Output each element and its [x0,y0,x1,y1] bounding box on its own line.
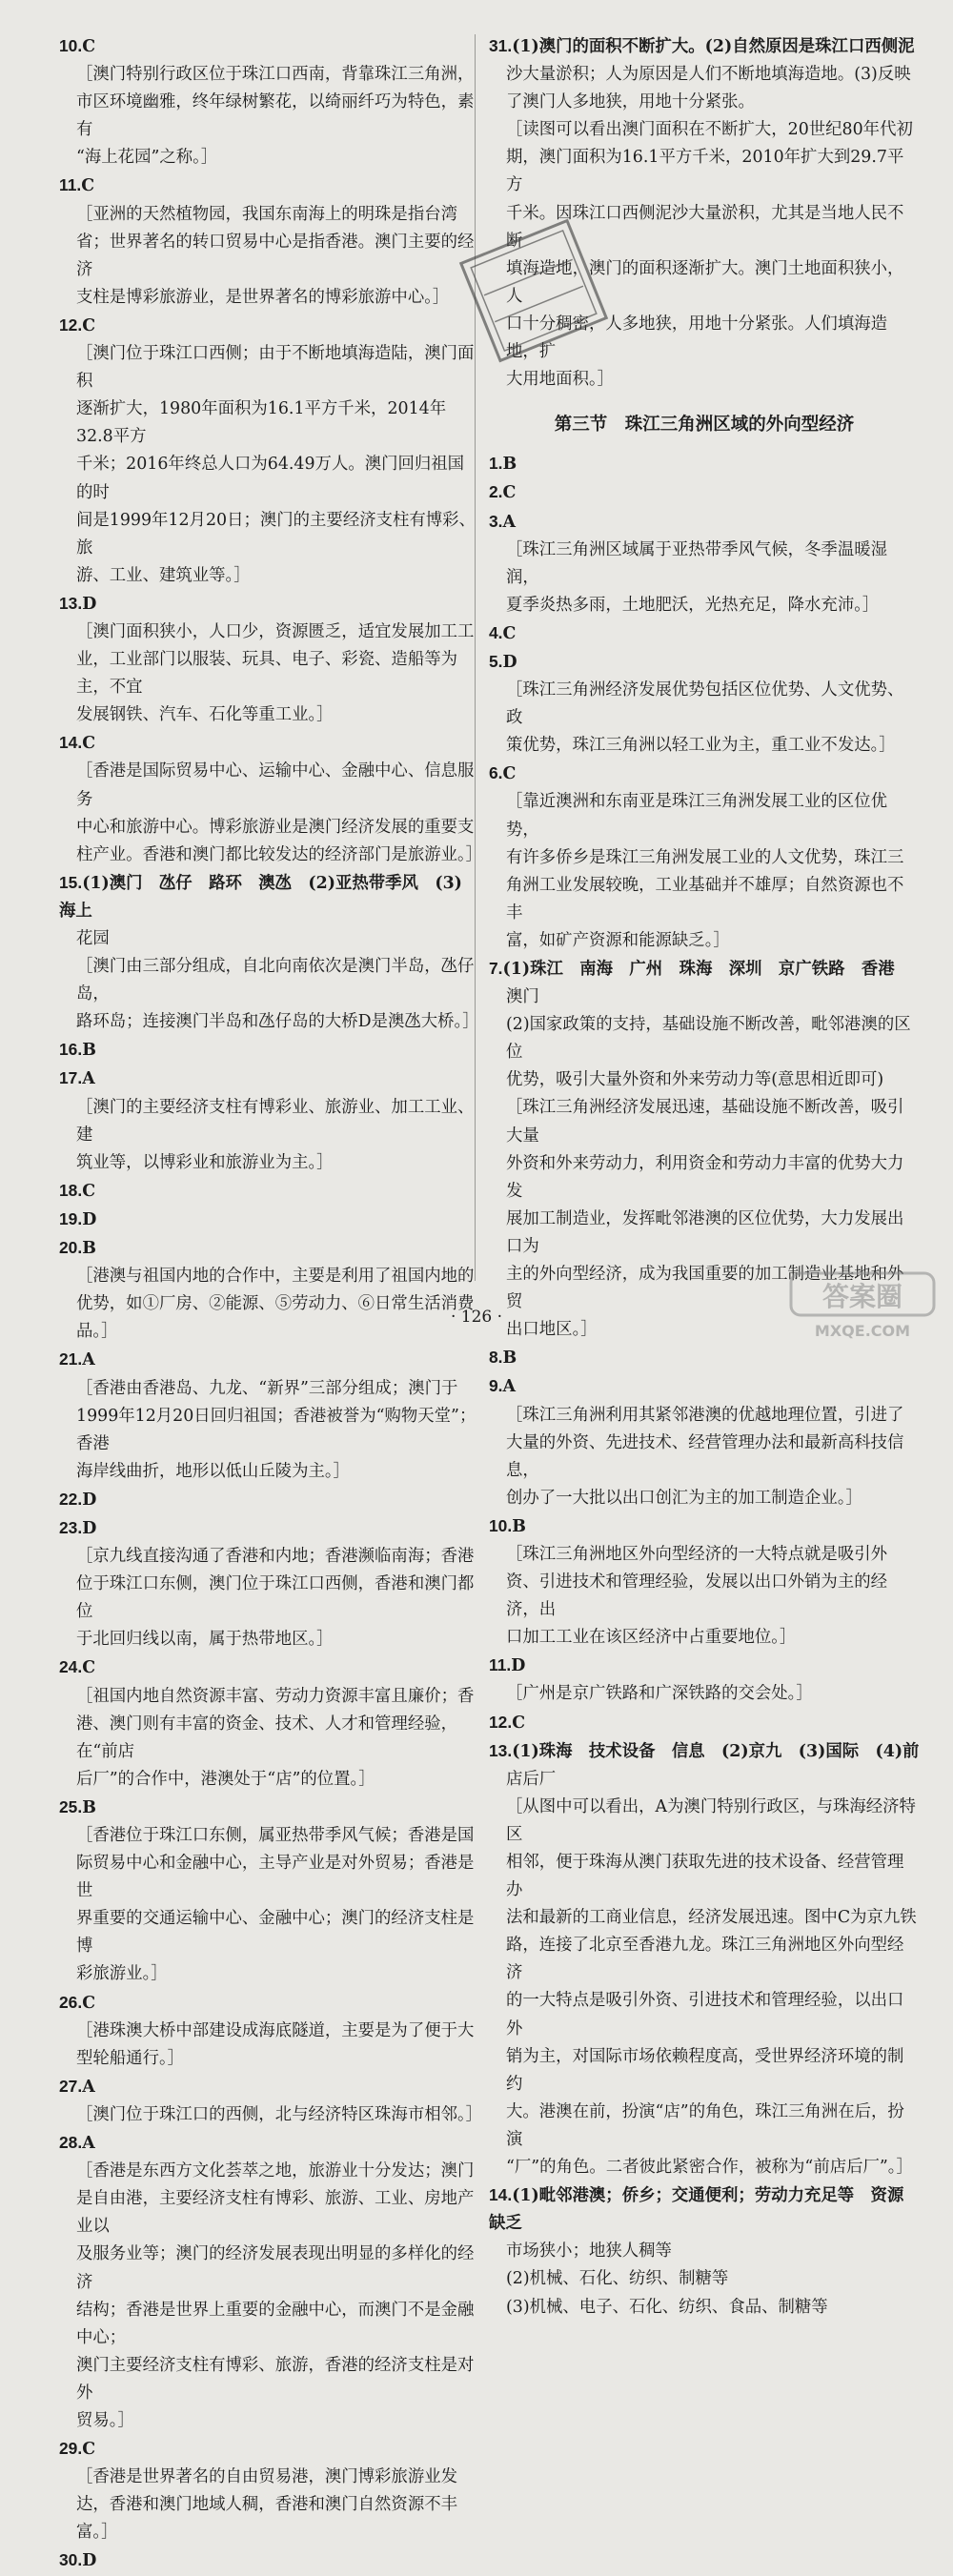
question-number: 7. [489,959,503,978]
question-number: 15. [59,872,83,892]
answer-item [489,619,920,648]
explanation-line: 口十分稠密，人多地狭，用地十分紧张。人们填海造地，扩 [506,314,887,362]
explanation-line: ［京九线直接沟通了香港和内地；香港濒临南海；香港 [76,1547,475,1567]
explanation-line: 路环岛；连接澳门半岛和氹仔岛的大桥D是澳氹大桥。］ [76,1012,479,1032]
explanation-line: 省；世界著名的转口贸易中心是指香港。澳门主要的经济 [76,232,475,279]
answer-item [489,478,920,507]
explanation-line: 港、澳门则有丰富的资金、技术、人才和管理经验，在“前店 [76,1714,457,1761]
answer-item [489,1652,920,1708]
question-number: 3. [489,511,503,531]
answer-choice: C [82,315,96,335]
watermark-logo [787,1268,940,1344]
explanation-line: 逐渐扩大，1980年面积为16.1平方千米，2014年32.8平方 [76,399,447,447]
answer-choice: D [82,1518,97,1538]
answer-choice: B [512,1516,526,1536]
answer-choice: A [502,512,517,532]
answer-choice: D [502,652,517,672]
explanation-line: 筑业等，以博彩业和旅游业为主。］ [76,1152,334,1172]
explanation-line: 策优势，珠江三角洲以轻工业为主，重工业不发达。］ [506,736,896,756]
explanation-line: 1999年12月20日回归祖国；香港被誉为“购物天堂”；香港 [76,1406,476,1453]
question-number: 12. [489,1712,513,1732]
explanation-line: 优势，吸引大量外资和外来劳动力等(意思相近即可) [506,1070,884,1090]
question-number: 22. [59,1489,83,1509]
explanation-line: ［香港是世界著名的自由贸易港，澳门博彩旅游业发 [76,2467,457,2487]
question-number: 9. [489,1376,503,1396]
answer-choice: (1)澳门 氹仔 路环 澳氹 (2)亚热带季风 (3)海上 [59,873,462,921]
explanation-line: 千米；2016年终总人口为64.49万人。澳门回归祖国的时 [76,455,465,502]
question-number: 16. [59,1040,83,1060]
explanation-line: 业，工业部门以服装、玩具、电子、彩瓷、造船等为主，不宜 [76,650,457,698]
explanation-line: 于北回归线以南，属于热带地区。］ [76,1630,334,1650]
explanation-line: 富，如矿产资源和能源缺乏。］ [506,930,730,950]
explanation-line: ［靠近澳洲和东南亚是珠江三角洲发展工业的区位优势， [506,792,887,840]
answer-choice: C [502,483,517,503]
question-number: 27. [59,2076,83,2096]
explanation-line: 界重要的交通运输中心、金融中心；澳门的经济支柱是博 [76,1909,475,1957]
explanation-line: 角洲工业发展较晚，工业基础并不雄厚；自然资源也不丰 [506,875,904,923]
question-number: 4. [489,622,503,642]
explanation-line: 夏季炎热多雨，土地肥沃，光热充足，降水充沛。］ [506,595,880,615]
answer-choice: B [82,1041,96,1061]
explanation-line: 千米。因珠江口西侧泥沙大量淤积，尤其是当地人民不断 [506,203,904,251]
answer-choice: B [82,1239,96,1259]
explanation-line: ［香港是东西方文化荟萃之地，旅游业十分发达；澳门 [76,2161,475,2181]
explanation-line: 柱产业。香港和澳门都比较发达的经济部门是旅游业。］ [76,844,483,864]
question-number: 13. [59,593,83,613]
explanation-line: 出口地区。］ [506,1320,598,1340]
explanation-line: ［祖国内地自然资源丰富、劳动力资源丰富且廉价；香 [76,1686,475,1706]
answer-item [489,32,920,394]
answer-item [489,1344,920,1372]
answer-item [489,508,920,619]
explanation-line: 花园 [76,929,110,948]
answer-item [59,1206,478,1234]
explanation-line: 澳门 [506,987,539,1007]
answer-item [59,869,478,1037]
explanation-line: 资、引进技术和管理经验，发展以出口外销为主的经济，出 [506,1572,887,1620]
answer-item [59,312,478,590]
svg-text:答案圈: 答案圈 [821,1281,903,1312]
explanation-line: 相邻，便于珠海从澳门获取先进的技术设备、经营管理办 [506,1853,904,1900]
question-number: 1. [489,454,503,474]
answer-item [59,1989,478,2073]
answer-item [59,1177,478,1206]
explanation-line: 的一大特点是吸引外资、引进技术和管理经验，以出口外 [506,1991,904,2038]
answer-choice: D [82,1209,97,1229]
answer-choice: A [82,1069,95,1089]
explanation-line: ［港珠澳大桥中部建设成海底隧道，主要是为了便于大 [76,2020,475,2040]
explanation-line: “海上花园”之称。］ [76,148,218,168]
explanation-line: 间是1999年12月20日；澳门的主要经济支柱有博彩、旅 [76,510,476,558]
explanation-line: ［澳门由三部分组成，自北向南依次是澳门半岛，氹仔岛， [76,957,475,1004]
answer-item [59,1346,478,1485]
explanation-line: 结构；香港是世界上重要的金融中心，而澳门不是金融中心； [76,2300,475,2347]
explanation-line: ［广州是京广铁路和广深铁路的交会处。］ [506,1684,813,1704]
explanation-line: 贸易。］ [76,2410,134,2430]
answer-item [489,648,920,760]
explanation-line: ［香港是国际贸易中心、运输中心、金融中心、信息服务 [76,761,475,809]
explanation-line: ［港澳与祖国内地的合作中，主要是利用了祖国内地的 [76,1267,475,1287]
explanation-line: ［亚洲的天然植物园，我国东南海上的明珠是指台湾 [76,204,457,224]
explanation-line: 大。港澳在前，扮演“店”的角色，珠江三角洲在后，扮演 [506,2101,904,2149]
explanation-line: 是自由港，主要经济支柱有博彩、旅游、工业、房地产业以 [76,2189,475,2237]
answer-item [59,1065,478,1176]
question-number: 10. [489,1515,513,1535]
question-number: 18. [59,1180,83,1200]
answer-choice: (1)珠江 南海 广州 珠海 深圳 京广铁路 香港 [502,960,895,979]
explanation-line: 期，澳门面积为16.1平方千米，2010年扩大到29.7平方 [506,148,904,195]
answer-item [489,1737,920,2182]
answer-choice: C [82,1658,96,1678]
explanation-line: ［香港由香港岛、九龙、“新界”三部分组成；澳门于 [76,1378,458,1398]
svg-text:MXQE.COM: MXQE.COM [814,1322,911,1340]
explanation-line: 路，连接了北京至香港九龙。珠江三角洲地区外向型经济 [506,1936,904,1983]
answer-choice: (1)珠海 技术设备 信息 (2)京九 (3)国际 (4)前 [512,1741,920,1761]
answer-item [59,2073,483,2129]
answer-item [489,1372,920,1511]
explanation-line: ［珠江三角洲地区外向型经济的一大特点就是吸引外 [506,1544,887,1564]
page-number: · 126 · [450,1308,503,1327]
explanation-line: 大量的外资、先进技术、经营管理办法和最新高科技信息， [506,1432,904,1480]
answer-choice: B [82,1797,96,1817]
question-number: 8. [489,1348,503,1368]
question-number: 29. [59,2439,83,2459]
answer-item [59,2435,478,2546]
explanation-line: (2)国家政策的支持，基础设施不断改善，毗邻港澳的区位 [506,1015,911,1063]
question-number: 21. [59,1349,83,1369]
explanation-line: ［香港位于珠江口东侧，属亚热带季风气候；香港是国 [76,1826,475,1845]
answer-item [59,2546,478,2575]
explanation-line: 际贸易中心和金融中心，主导产业是对外贸易；香港是世 [76,1854,475,1901]
answer-choice: B [502,455,517,475]
explanation-line: ［澳门面积狭小，人口少，资源匮乏，适宜发展加工工 [76,621,475,641]
answer-choice: A [82,2134,95,2154]
left-column [59,32,483,2576]
explanation-line: ［珠江三角洲经济发展优势包括区位优势、人文优势、政 [506,680,904,728]
explanation-line: 展加工制造业，发挥毗邻港澳的区位优势，大力发展出口为 [506,1208,904,1256]
question-number: 17. [59,1068,83,1088]
answer-choice: C [82,734,96,754]
answer-item [59,1036,478,1065]
explanation-line: 支柱是博彩旅游业，是世界著名的博彩旅游中心。］ [76,287,450,307]
answer-item [489,1512,920,1652]
explanation-line: 创办了一大批以出口创汇为主的加工制造企业。］ [506,1488,862,1508]
explanation-line: 有许多侨乡是珠江三角洲发展工业的人文优势，珠江三 [506,847,904,867]
explanation-line: 填海造地，澳门的面积逐渐扩大。澳门土地面积狭小，人 [506,258,904,306]
explanation-line: ［珠江三角洲区域属于亚热带季风气候，冬季温暖湿润， [506,539,887,587]
answer-choice: A [82,2077,95,2097]
answer-choice: C [82,37,96,56]
right-column [489,32,920,2322]
answer-choice: D [82,1490,97,1510]
explanation-line: 海岸线曲折，地形以低山丘陵为主。］ [76,1461,350,1481]
explanation-line: “厂”的角色。二者彼此紧密合作，被称为“前店后厂”。］ [506,2158,913,2178]
column-divider [475,34,476,1281]
question-number: 24. [59,1657,83,1677]
question-number: 31. [489,36,513,55]
explanation-line: 口加工工业在该区经济中占重要地位。］ [506,1628,797,1648]
answer-item [489,450,920,478]
explanation-line: ［从图中可以看出，A为澳门特别行政区，与珠海经济特区 [506,1796,916,1844]
explanation-line: 达，香港和澳门地域人稠，香港和澳门自然资源不丰富。］ [76,2495,457,2543]
right-column-top [489,32,920,394]
explanation-line: (3)机械、电子、石化、纺织、食品、制糖等 [506,2297,828,2317]
question-number: 2. [489,482,503,502]
answer-item [489,760,920,955]
answer-choice: C [82,2440,96,2460]
answer-choice: B [502,1349,517,1369]
explanation-line: ［珠江三角洲经济发展迅速，基础设施不断改善，吸引大量 [506,1098,904,1146]
answer-choice: C [502,623,517,643]
question-number: 14. [489,2185,513,2205]
answer-choice: D [82,2551,97,2571]
answer-choice: D [82,594,97,614]
explanation-line: ［澳门位于珠江口西侧；由于不断地填海造陆，澳门面积 [76,344,475,392]
question-number: 25. [59,1796,83,1816]
answer-item [489,1709,920,1737]
explanation-line: ［澳门的主要经济支柱有博彩业、旅游业、加工工业、建 [76,1097,475,1145]
answer-choice: C [82,1181,96,1201]
explanation-line: (2)机械、石化、纺织、制糖等 [506,2269,729,2289]
explanation-line: 沙大量淤积；人为原因是人们不断地填海造地。(3)反映 [506,65,911,85]
answer-choice: D [511,1656,526,1676]
question-number: 12. [59,314,83,335]
explanation-line: 后厂”的合作中，港澳处于“店”的位置。］ [76,1769,375,1789]
answer-choice: C [502,764,517,784]
explanation-line: 型轮船通行。］ [76,2048,185,2068]
explanation-line: 澳门主要经济支柱有博彩、旅游，香港的经济支柱是对外 [76,2355,475,2403]
explanation-line: 大用地面积。］ [506,370,615,390]
question-number: 26. [59,1992,83,2012]
question-number: 6. [489,763,503,783]
question-number: 13. [489,1740,513,1760]
answer-choice: (1)澳门的面积不断扩大。(2)自然原因是珠江口西侧泥 [512,37,915,56]
explanation-line: 市场狭小；地狭人稠等 [506,2241,672,2262]
question-number: 20. [59,1238,83,1258]
explanation-line: 法和最新的工商业信息，经济发展迅速。图中C为京九铁 [506,1908,917,1928]
answer-item [59,590,478,729]
answer-item [59,1486,478,1514]
explanation-line: 位于珠江口东侧，澳门位于珠江口西侧，香港和澳门都位 [76,1574,475,1622]
question-number: 14. [59,733,83,753]
answer-item [59,1653,478,1793]
right-column-bottom [489,450,920,2321]
answer-choice: (1)毗邻港澳；侨乡；交通便利；劳动力充足等 资源缺乏 [489,2186,904,2234]
question-number: 11. [59,175,82,195]
explanation-line: 店后厂 [506,1769,557,1789]
explanation-line: 中心和旅游中心。博彩旅游业是澳门经济发展的重要支 [76,817,475,837]
question-number: 11. [489,1655,512,1675]
explanation-line: 彩旅游业。］ [76,1964,168,1984]
answer-item [59,1514,478,1653]
section-title: 第三节 珠江三角洲区域的外向型经济 [554,415,855,436]
question-number: 5. [489,651,503,671]
answer-item [59,2129,478,2435]
answer-item [59,32,478,172]
question-number: 10. [59,36,83,55]
answer-item [59,172,478,311]
answer-choice: C [512,1713,526,1733]
explanation-line: ［澳门特别行政区位于珠江口西南，背靠珠江三角洲， [76,65,475,85]
explanation-line: 游、工业、建筑业等。］ [76,565,251,585]
answer-choice: C [82,1993,96,2013]
answer-choice: A [502,1377,517,1397]
explanation-line: 主的外向型经济，成为我国重要的加工制造业基地和外贸 [506,1265,904,1312]
answer-item [59,729,483,868]
question-number: 28. [59,2133,83,2153]
answer-choice: A [82,1350,95,1370]
explanation-line: 外资和外来劳动力，利用资金和劳动力丰富的优势大力发 [506,1153,904,1201]
explanation-line: ［读图可以看出澳门面积在不断扩大，20世纪80年代初 [506,120,913,140]
explanation-line: ［珠江三角洲利用其紧邻港澳的优越地理位置，引进了 [506,1405,904,1425]
answer-choice: C [81,176,95,196]
question-number: 19. [59,1208,83,1228]
answer-item [489,2181,920,2321]
question-number: 23. [59,1517,83,1537]
explanation-line: 及服务业等；澳门的经济发展表现出明显的多样化的经济 [76,2244,475,2292]
explanation-line: 市区环境幽雅，终年绿树繁花，以绮丽纤巧为特色，素有 [76,92,475,140]
explanation-line: 了澳门人多地狭，用地十分紧张。 [506,92,755,112]
answer-item [59,1794,478,1989]
answer-item [59,1234,478,1346]
question-number: 30. [59,2550,83,2570]
explanation-line: ［澳门位于珠江口的西侧，北与经济特区珠海市相邻。］ [76,2104,483,2124]
explanation-line: 发展钢铁、汽车、石化等重工业。］ [76,705,334,725]
explanation-line: 优势，如①厂房、②能源、⑤劳动力、⑥日常生活消费品。］ [76,1294,475,1342]
explanation-line: 销为主，对国际市场依赖程度高，受世界经济环境的制约 [506,2046,904,2094]
